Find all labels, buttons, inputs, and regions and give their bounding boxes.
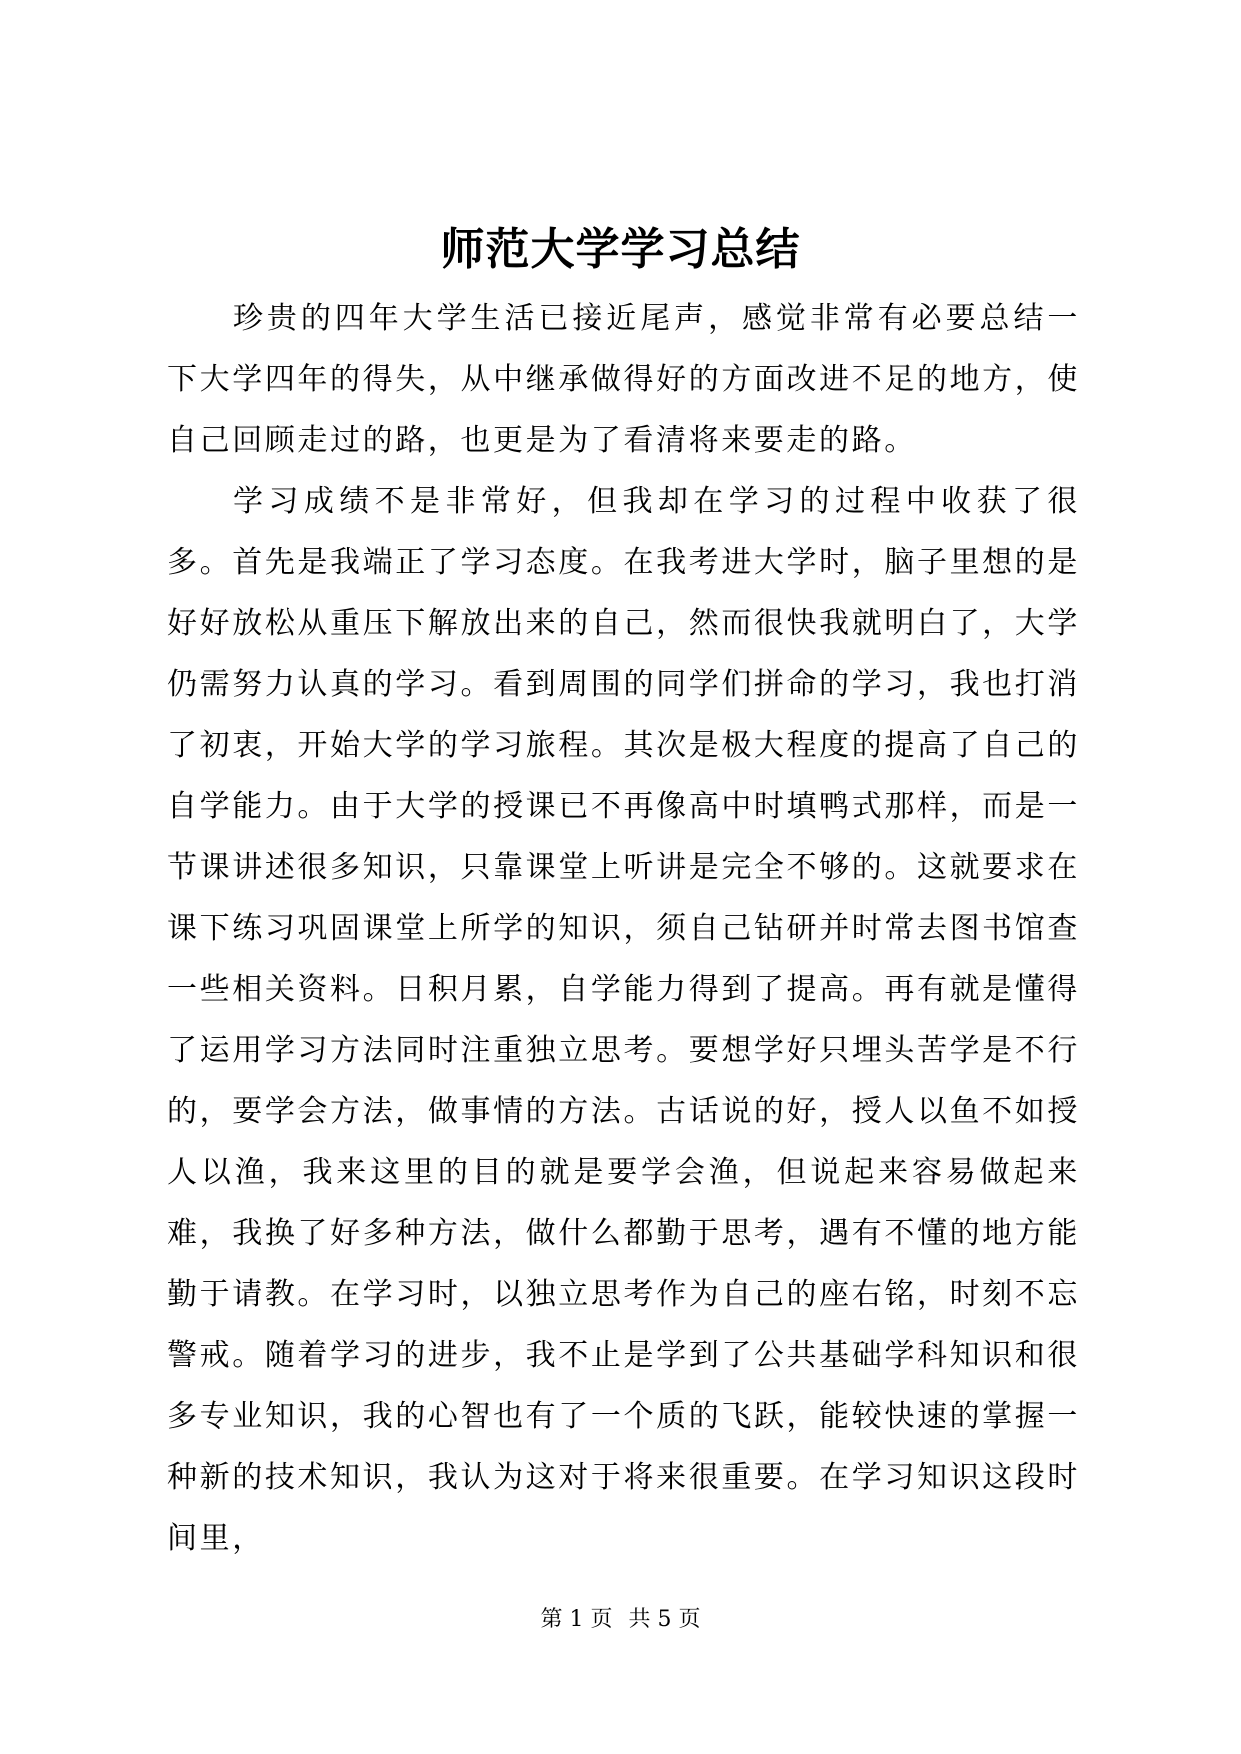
page-total: 共 5 页 [628, 1607, 701, 1632]
page-footer [0, 1605, 1241, 1635]
document-body [167, 288, 1080, 1569]
page-number: 第 1 页 [540, 1607, 613, 1632]
paragraph-2: 学习成绩不是非常好，但我却在学习的过程中收获了很多。首先是我端正了学习态度。在我考进大学时，脑子里想的是好好放松从重压下解放出来的自己，然而很快我就明白了，大学仍需努力认真的学习。看到周围的同学们拼命的学习，我也打消了初衷，开始大学的学习旅程。其次是极大程度的提高了自己的自学能力。由于大学的授课已不再像高中时填鸭式那样，而是一节课讲述很多知识，只靠课堂上听讲是完全不够的。这就要求在课下练习巩固课堂上所学的知识，须自己钻研并时常去图书馆查一些相关资料。日积月累，自学能力得到了提高。再有就是懂得了运用学习方法同时注重独立思考。要想学好只埋头苦学是不行的，要学会方法，做事情的方法。古话说的好，授人以鱼不如授人以渔，我来这里的目的就是要学会渔，但说起来容易做起来难，我换了好多种方法，做什么都勤于思考，遇有不懂的地方能勤于请教。在学习时，以独立思考作为自己的座右铭，时刻不忘警戒。随着学习的进步，我不止是学到了公共基础学科知识和很多专业知识，我的心智也有了一个质的飞跃，能较快速的掌握一种新的技术知识，我认为这对于将来很重要。在学习知识这段时间里， [167, 484, 1080, 1556]
document-title: 师范大学学习总结 [440, 224, 801, 275]
paragraph-1: 珍贵的四年大学生活已接近尾声，感觉非常有必要总结一下大学四年的得失，从中继承做得好的方面改进不足的地方，使自己回顾走过的路，也更是为了看清将来要走的路。 [167, 301, 1080, 458]
